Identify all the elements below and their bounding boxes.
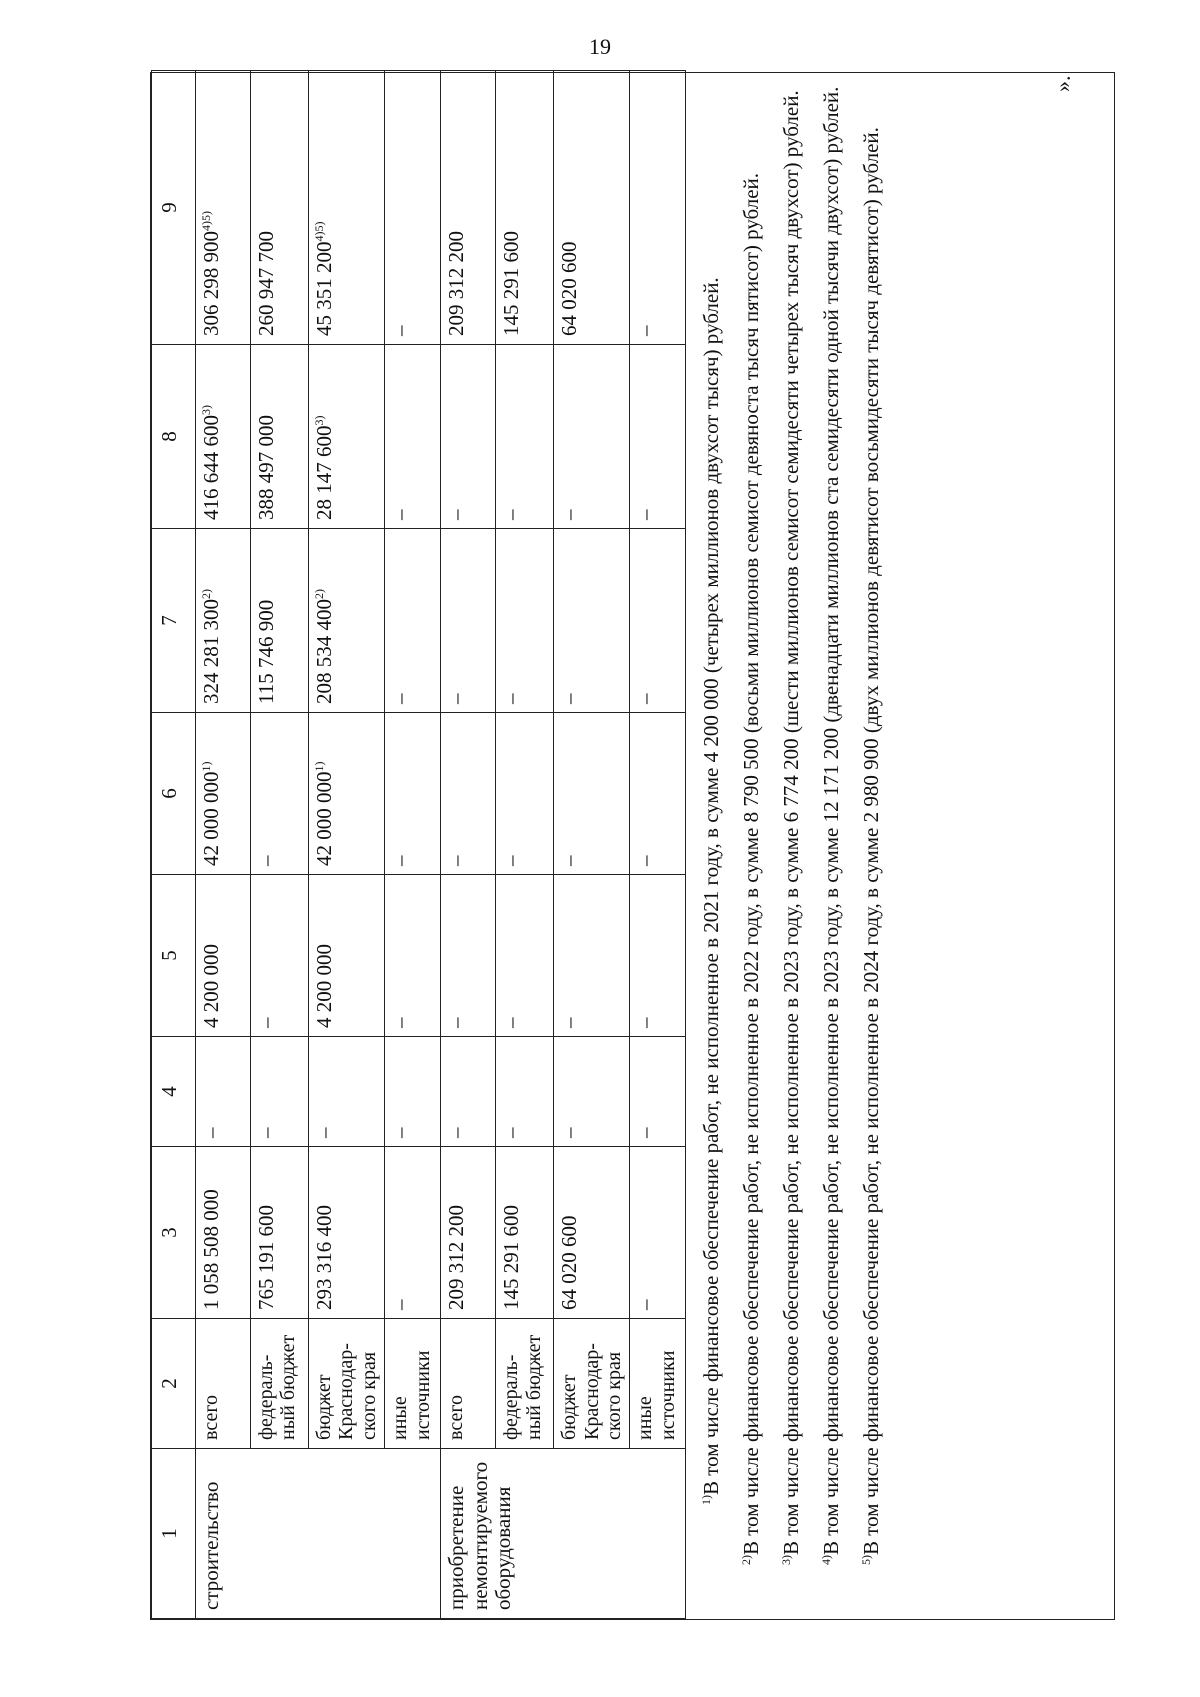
source-label-cell: иные источники	[385, 1319, 441, 1449]
value-cell	[496, 71, 554, 345]
cell-value: 45 351 200	[312, 241, 336, 336]
value-cell	[496, 1147, 554, 1319]
header-cell: 2	[152, 1319, 196, 1449]
cell-value: –	[557, 1017, 582, 1028]
cell-value: –	[444, 855, 469, 866]
value-cell	[251, 1037, 309, 1147]
value-cell	[554, 1037, 630, 1147]
value-cell	[441, 875, 496, 1037]
cell-value: 388 497 000	[254, 415, 278, 520]
source-label-cell: всего	[196, 1319, 251, 1449]
value-cell	[309, 529, 385, 713]
value-cell	[496, 345, 554, 529]
footnote	[772, 83, 812, 1605]
cell-value: –	[633, 693, 658, 704]
cell-value: –	[388, 855, 413, 866]
value-cell	[554, 345, 630, 529]
cell-value: –	[388, 1017, 413, 1028]
footnote-ref: 2)	[312, 589, 326, 599]
value-cell	[309, 71, 385, 345]
value-cell	[630, 1037, 686, 1147]
cell-value: –	[254, 855, 278, 866]
value-cell	[385, 345, 441, 529]
cell-value: 145 291 600	[499, 231, 524, 336]
value-cell	[630, 875, 686, 1037]
header-row	[152, 71, 196, 1619]
value-cell	[385, 71, 441, 345]
cell-value: –	[388, 693, 413, 704]
cell-value: –	[557, 1127, 582, 1138]
cell-value: 293 316 400	[312, 1205, 336, 1310]
cell-value: –	[388, 325, 413, 336]
footnote-mark: 4)	[819, 1555, 834, 1565]
value-cell	[196, 345, 251, 529]
value-cell	[251, 345, 309, 529]
cell-value: 4 200 000	[199, 944, 223, 1028]
cell-value: –	[388, 509, 413, 520]
footnote-text: В том числе финансовое обеспечение работ, не исполненное в 2022 году, в сумме 8 790 500 (восьми миллионов семисот девяноста тысяч пятисот) рублей.	[739, 172, 764, 1555]
footnote-ref: 3)	[312, 415, 326, 426]
cell-value: –	[444, 1017, 469, 1028]
cell-value: 42 000 000	[199, 771, 223, 866]
cell-value: –	[199, 1127, 223, 1138]
value-cell	[630, 529, 686, 713]
cell-value: –	[633, 1299, 658, 1310]
cell-value: 765 191 600	[254, 1205, 278, 1310]
cell-value: 64 020 600	[557, 1215, 582, 1310]
table-frame	[150, 72, 1115, 1620]
cell-value: –	[557, 509, 582, 520]
cell-value: 145 291 600	[499, 1205, 524, 1310]
value-cell	[251, 713, 309, 875]
footnote	[852, 83, 892, 1605]
footnote-ref: 1)	[199, 761, 213, 772]
value-cell	[385, 875, 441, 1037]
cell-value: –	[557, 855, 582, 866]
value-cell	[441, 345, 496, 529]
cell-value: –	[633, 1017, 658, 1028]
cell-value: –	[633, 325, 658, 336]
value-cell	[309, 1037, 385, 1147]
footnote	[692, 83, 732, 1605]
cell-value: –	[499, 693, 524, 704]
closing-mark: ».	[1050, 75, 1075, 92]
value-cell	[251, 529, 309, 713]
cell-value: –	[633, 1127, 658, 1138]
cell-value: –	[633, 509, 658, 520]
header-cell: 4	[152, 1037, 196, 1147]
footnote	[812, 83, 852, 1605]
cell-value: 260 947 700	[254, 231, 278, 336]
source-label-cell: бюджет Краснодар-ского края	[554, 1319, 630, 1449]
value-cell	[496, 713, 554, 875]
table-row	[309, 71, 385, 1619]
table-row	[496, 71, 554, 1619]
value-cell	[385, 1147, 441, 1319]
cell-value: 324 281 300	[199, 599, 223, 704]
footnote-ref: 1)	[312, 761, 326, 772]
source-label-cell: бюджет Краснодар-ского края	[309, 1319, 385, 1449]
header-cell: 5	[152, 875, 196, 1037]
value-cell	[630, 71, 686, 345]
table-row	[251, 71, 309, 1619]
cell-value: –	[499, 1127, 524, 1138]
cell-value: 416 644 600	[199, 415, 223, 520]
cell-value: –	[254, 1017, 278, 1028]
value-cell	[196, 875, 251, 1037]
cell-value: 28 147 600	[312, 425, 336, 520]
value-cell	[309, 1147, 385, 1319]
value-cell	[309, 713, 385, 875]
cell-value: –	[633, 855, 658, 866]
footnote-ref: 2)	[199, 589, 213, 599]
cell-value: 1 058 508 000	[199, 1189, 223, 1310]
footnote-mark: 2)	[739, 1555, 754, 1565]
value-cell	[196, 529, 251, 713]
header-cell: 1	[152, 1449, 196, 1619]
table-body	[196, 71, 686, 1619]
cell-value: –	[499, 855, 524, 866]
value-cell	[630, 345, 686, 529]
value-cell	[196, 713, 251, 875]
table-row	[385, 71, 441, 1619]
value-cell	[441, 71, 496, 345]
financing-table	[151, 70, 686, 1619]
table-row	[441, 71, 496, 1619]
value-cell	[554, 875, 630, 1037]
table-row	[554, 71, 630, 1619]
footnote-text: В том числе финансовое обеспечение работ, не исполненное в 2021 году, в сумме 4 200 000 (четырех миллионов двухсот тысяч) рублей.	[699, 277, 724, 1495]
value-cell	[630, 713, 686, 875]
value-cell	[630, 1147, 686, 1319]
value-cell	[441, 713, 496, 875]
cell-value: –	[499, 509, 524, 520]
value-cell	[196, 71, 251, 345]
value-cell	[441, 529, 496, 713]
value-cell	[496, 1037, 554, 1147]
header-cell: 3	[152, 1147, 196, 1319]
cell-value: –	[254, 1127, 278, 1138]
cell-value: 208 534 400	[312, 599, 336, 704]
value-cell	[554, 713, 630, 875]
source-label-cell: всего	[441, 1319, 496, 1449]
footnote-text: В том числе финансовое обеспечение работ, не исполненное в 2023 году, в сумме 6 774 200 (шести миллионов семисот семидесяти четырех тысяч двухсот) рублей.	[779, 90, 804, 1555]
footnote-text: В том числе финансовое обеспечение работ, не исполненное в 2024 году, в сумме 2 980 900 (двух миллионов девятисот восьмидесяти тысяч девятисот) рублей.	[858, 127, 883, 1555]
footnote-ref: 4)5)	[312, 221, 326, 242]
value-cell	[554, 529, 630, 713]
value-cell	[496, 875, 554, 1037]
cell-value: –	[444, 1127, 469, 1138]
footnotes	[686, 73, 891, 1619]
footnote-ref: 4)5)	[199, 211, 213, 231]
footnote-text: В том числе финансовое обеспечение работ, не исполненное в 2023 году, в сумме 12 171 200 (двенадцати миллионов ста семидесяти одной тысячи двухсот) рублей.	[819, 86, 844, 1555]
source-label-cell: федераль-ный бюджет	[251, 1319, 309, 1449]
value-cell	[251, 1147, 309, 1319]
source-label-cell: иные источники	[630, 1319, 686, 1449]
value-cell	[385, 1037, 441, 1147]
value-cell	[441, 1147, 496, 1319]
value-cell	[196, 1147, 251, 1319]
cell-value: –	[557, 693, 582, 704]
header-cell: 7	[152, 529, 196, 713]
cell-value: –	[312, 1127, 336, 1138]
footnote-mark: 5)	[858, 1555, 873, 1565]
value-cell	[309, 875, 385, 1037]
value-cell	[496, 529, 554, 713]
value-cell	[251, 875, 309, 1037]
source-label-cell: федераль-ный бюджет	[496, 1319, 554, 1449]
value-cell	[251, 71, 309, 345]
cell-value: 42 000 000	[312, 771, 336, 866]
cell-value: –	[388, 1299, 413, 1310]
value-cell	[385, 713, 441, 875]
cell-value: –	[388, 1127, 413, 1138]
page-number: 19	[589, 34, 611, 59]
value-cell	[554, 71, 630, 345]
footnote-mark: 1)	[699, 1495, 714, 1505]
cell-value: 209 312 200	[444, 231, 469, 336]
value-cell	[196, 1037, 251, 1147]
header-cell: 6	[152, 713, 196, 875]
footnote-ref: 3)	[199, 405, 213, 415]
cell-value: 209 312 200	[444, 1205, 469, 1310]
cell-value: 115 746 900	[254, 599, 278, 704]
cell-value: 306 298 900	[199, 231, 223, 336]
cell-value: 64 020 600	[557, 241, 582, 336]
section-name-cell: строительство	[196, 1449, 441, 1619]
cell-value: –	[444, 509, 469, 520]
cell-value: 4 200 000	[312, 944, 336, 1028]
table-row	[196, 71, 251, 1619]
value-cell	[554, 1147, 630, 1319]
header-cell: 8	[152, 345, 196, 529]
footnote-mark: 3)	[779, 1555, 794, 1565]
value-cell	[385, 529, 441, 713]
cell-value: –	[444, 693, 469, 704]
section-name-cell: приобретение немонтируемого оборудования	[441, 1449, 686, 1619]
footnote	[732, 83, 772, 1605]
cell-value: –	[499, 1017, 524, 1028]
value-cell	[309, 345, 385, 529]
rotated-content	[150, 72, 1115, 1620]
header-cell: 9	[152, 71, 196, 345]
value-cell	[441, 1037, 496, 1147]
table-row	[630, 71, 686, 1619]
